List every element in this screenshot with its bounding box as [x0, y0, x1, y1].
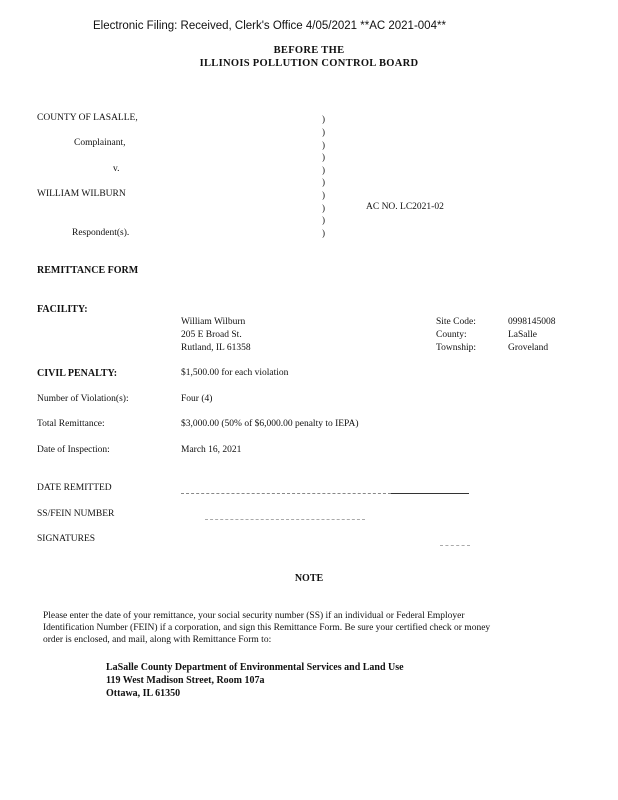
township-label: Township:: [436, 343, 476, 353]
caption-paren: ): [322, 165, 325, 175]
civil-penalty-value: $1,500.00 for each violation: [181, 368, 289, 378]
caption-paren: ): [322, 228, 325, 238]
facility-address-line: Rutland, IL 61358: [181, 343, 251, 353]
form-title: REMITTANCE FORM: [37, 265, 139, 276]
date-remitted-label: DATE REMITTED: [37, 483, 112, 493]
facility-address-line: William Wilburn: [181, 317, 246, 327]
caption-paren: ): [322, 114, 325, 124]
filing-stamp: Electronic Filing: Received, Clerk's Office 4/05/2021 **AC 2021-004**: [93, 20, 446, 32]
board-title-line2: ILLINOIS POLLUTION CONTROL BOARD: [199, 58, 419, 69]
board-title-line1: BEFORE THE: [273, 45, 345, 56]
note-body-line: Identification Number (FEIN) if a corporation, and sign this Remittance Form. Be sure your certified check or money: [43, 623, 491, 633]
mailing-address-line: LaSalle County Department of Environmental Services and Land Use: [106, 662, 404, 673]
note-body-line: Please enter the date of your remittance, your social security number (SS) if an individual or Federal Employer: [43, 611, 465, 621]
ss-fein-label: SS/FEIN NUMBER: [37, 509, 115, 519]
ss-fein-line[interactable]: [205, 519, 365, 520]
site-code-label: Site Code:: [436, 317, 476, 327]
complainant-role: Complainant,: [74, 138, 126, 148]
caption-paren: ): [322, 215, 325, 225]
versus-label: v.: [113, 164, 120, 174]
site-code-value: 0998145008: [508, 317, 556, 327]
case-number: AC NO. LC2021-02: [366, 202, 444, 212]
county-label: County:: [436, 330, 467, 340]
respondent-role: Respondent(s).: [72, 228, 130, 238]
caption-paren: ): [322, 177, 325, 187]
facility-label: FACILITY:: [37, 304, 88, 315]
violations-value: Four (4): [181, 394, 213, 404]
facility-address-line: 205 E Broad St.: [181, 330, 242, 340]
violations-label: Number of Violation(s):: [37, 394, 129, 404]
caption-paren: ): [322, 152, 325, 162]
note-heading: NOTE: [294, 573, 324, 584]
date-remitted-line[interactable]: [181, 493, 391, 494]
signatures-label: SIGNATURES: [37, 534, 96, 544]
inspection-date-label: Date of Inspection:: [37, 445, 110, 455]
caption-paren: ): [322, 140, 325, 150]
mailing-address-line: Ottawa, IL 61350: [106, 688, 181, 699]
caption-paren: ): [322, 190, 325, 200]
inspection-date-value: March 16, 2021: [181, 445, 242, 455]
mailing-address-line: 119 West Madison Street, Room 107a: [106, 675, 265, 686]
respondent-name: WILLIAM WILBURN: [37, 189, 126, 199]
county-value: LaSalle: [508, 330, 538, 340]
total-remittance-value: $3,000.00 (50% of $6,000.00 penalty to IEPA): [181, 419, 359, 429]
note-body-line: order is enclosed, and mail, along with Remittance Form to:: [43, 635, 272, 645]
caption-paren: ): [322, 203, 325, 213]
date-remitted-line-solid: [391, 493, 469, 494]
total-remittance-label: Total Remittance:: [37, 419, 105, 429]
township-value: Groveland: [508, 343, 549, 353]
complainant-name: COUNTY OF LASALLE,: [37, 113, 138, 123]
civil-penalty-label: CIVIL PENALTY:: [37, 368, 118, 379]
caption-paren: ): [322, 127, 325, 137]
signature-line[interactable]: [440, 545, 470, 546]
